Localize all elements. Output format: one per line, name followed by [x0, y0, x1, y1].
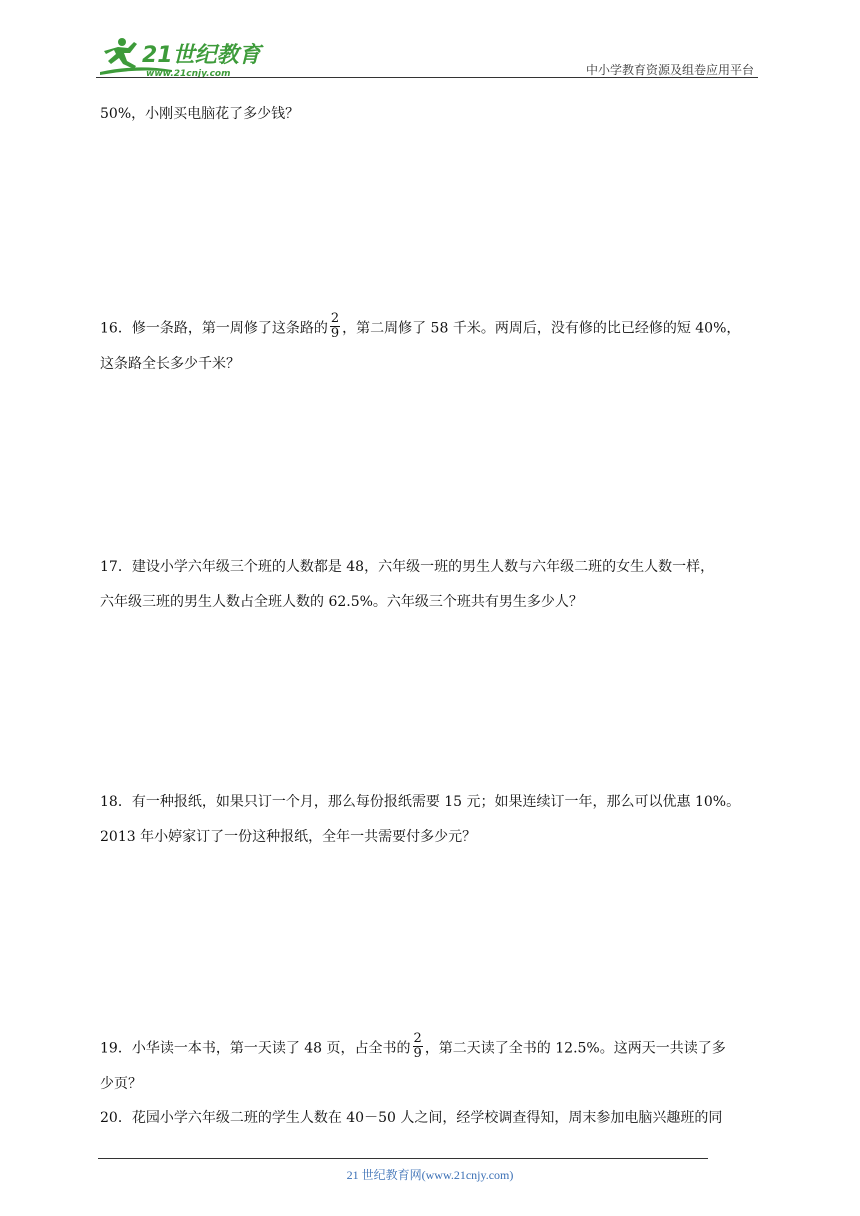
q16-text-a: 16．修一条路，第一周修了这条路的 [100, 320, 328, 337]
logo-url: www.21cnjy.com [146, 69, 231, 79]
q16-fraction [330, 312, 340, 341]
q16-line2: 这条路全长多少千米？ [100, 356, 240, 372]
q18-line1: 18．有一种报纸，如果只订一个月，那么每份报纸需要 15 元；如果连续订一年，那么可以优惠 10%。 [100, 794, 741, 810]
q16-frac-num: 2 [330, 311, 340, 326]
q19-text-a: 19．小华读一本书，第一天读了 48 页，占全书的 [100, 1040, 411, 1057]
q16-frac-den: 9 [330, 326, 340, 341]
q19-text-b: ，第二天读了全书的 12.5%。这两天一共读了多 [424, 1040, 726, 1057]
q16-line1 [100, 311, 741, 343]
q15-line: 50%，小刚买电脑花了多少钱？ [100, 106, 300, 122]
header-tagline: 中小学教育资源及组卷应用平台 [585, 63, 754, 77]
q20-line1: 20．花园小学六年级二班的学生人数在 40－50 人之间，经学校调查得知，周末参加电脑兴趣班的同 [100, 1110, 723, 1126]
q19-frac-den: 9 [413, 1046, 422, 1061]
q19-line1 [100, 1031, 726, 1063]
site-logo [96, 34, 266, 80]
logo-text: 21世纪教育 [142, 43, 261, 68]
footer-divider [98, 1158, 708, 1159]
header-divider [96, 77, 758, 78]
q19-line2: 少页？ [100, 1076, 142, 1092]
q19-frac-num: 2 [413, 1031, 422, 1046]
q16-text-b: ，第二周修了 58 千米。两周后，没有修的比已经修的短 40%， [342, 320, 741, 337]
footer-link[interactable]: 21 世纪教育网(www.21cnjy.com) [346, 1168, 514, 1182]
q17-line2: 六年级三班的男生人数占全班人数的 62.5%。六年级三个班共有男生多少人？ [100, 594, 583, 610]
q18-line2: 2013 年小婷家订了一份这种报纸，全年一共需要付多少元？ [100, 829, 477, 845]
q17-line1: 17．建设小学六年级三个班的人数都是 48，六年级一班的男生人数与六年级二班的女生人数一样， [100, 559, 715, 575]
q19-fraction [413, 1032, 423, 1061]
